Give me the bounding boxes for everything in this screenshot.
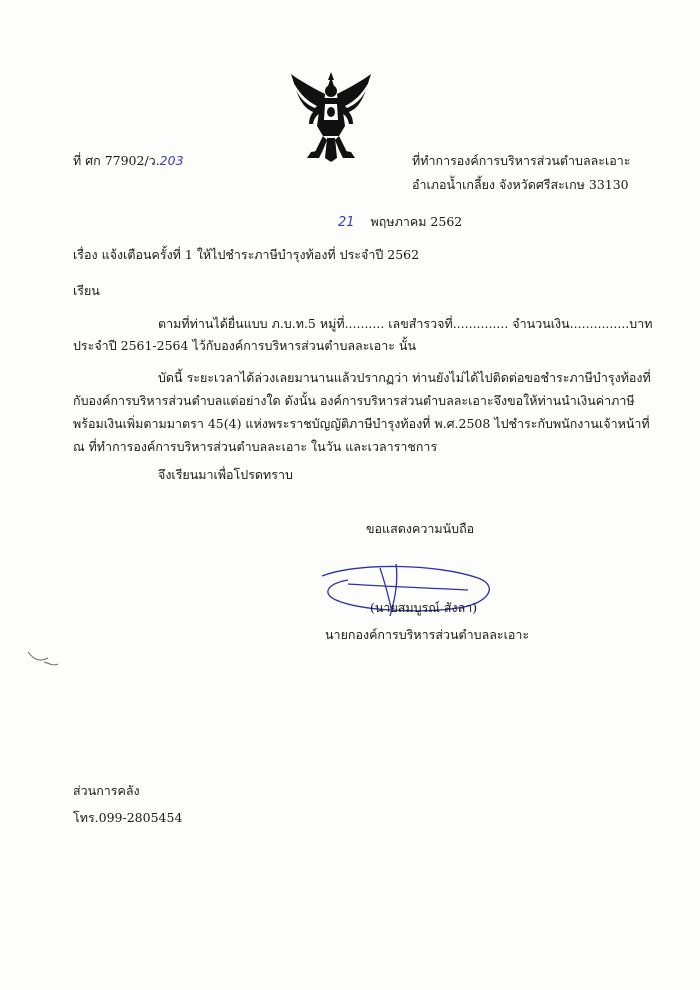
stray-mark-icon	[26, 648, 60, 668]
paragraph1-line2: ประจำปี 2561-2564 ไว้กับองค์การบริหารส่วนตำบลละเอาะ นั้น	[73, 338, 417, 353]
date-month-year: พฤษภาคม 2562	[370, 214, 463, 229]
office-address-line2: อำเภอน้ำเกลี้ยง จังหวัดศรีสะเกษ 33130	[412, 177, 629, 192]
office-address-line1: ที่ทำการองค์การบริหารส่วนตำบลละเอาะ	[412, 153, 631, 168]
paragraph3: จึงเรียนมาเพื่อโปรดทราบ	[158, 467, 293, 482]
date-day-handwritten: 21	[338, 215, 355, 230]
paragraph2-line2: กับองค์การบริหารส่วนตำบลแต่อย่างใด ดังนั้น องค์การบริหารส่วนตำบลละเอาะจึงขอให้ท่านนำเงินค่าภาษี	[73, 393, 635, 408]
reference-handwritten: 203	[159, 153, 184, 168]
department-name: ส่วนการคลัง	[73, 783, 140, 798]
closing-phrase: ขอแสดงความนับถือ	[366, 521, 475, 536]
garuda-emblem-icon	[287, 70, 375, 164]
phone-number: โทร.099-2805454	[73, 810, 183, 825]
paragraph2-line4: ณ ที่ทำการองค์การบริหารส่วนตำบลละเอาะ ในวัน และเวลาราชการ	[73, 439, 438, 454]
document-date	[338, 214, 462, 231]
signer-title: นายกองค์การบริหารส่วนตำบลละเอาะ	[325, 627, 530, 642]
paragraph1-line1: ตามที่ท่านได้ยื่นแบบ ภ.บ.ท.5 หมู่ที่.......... เลขสำรวจที่.............. จำนวนเงิน...............บาท	[158, 316, 653, 331]
reference-prefix: ที่ ศก 77902/ว.	[73, 153, 160, 168]
reference-number	[73, 153, 184, 169]
salutation: เรียน	[73, 283, 100, 298]
paragraph2-line1: บัดนี้ ระยะเวลาได้ล่วงเลยมานานแล้วปรากฏว่า ท่านยังไม่ได้ไปติดต่อขอชำระภาษีบำรุงท้องที่	[158, 370, 651, 385]
subject-line: เรื่อง แจ้งเตือนครั้งที่ 1 ให้ไปชำระภาษีบำรุงท้องที่ ประจำปี 2562	[73, 247, 420, 262]
signer-name: (นายสมบูรณ์ สังลา)	[370, 600, 478, 615]
paragraph2-line3: พร้อมเงินเพิ่มตามมาตรา 45(4) แห่งพระราชบัญญัติภาษีบำรุงท้องที่ พ.ศ.2508 ไปชำระกับพนักงานเจ้าหน้าที่	[73, 416, 650, 431]
